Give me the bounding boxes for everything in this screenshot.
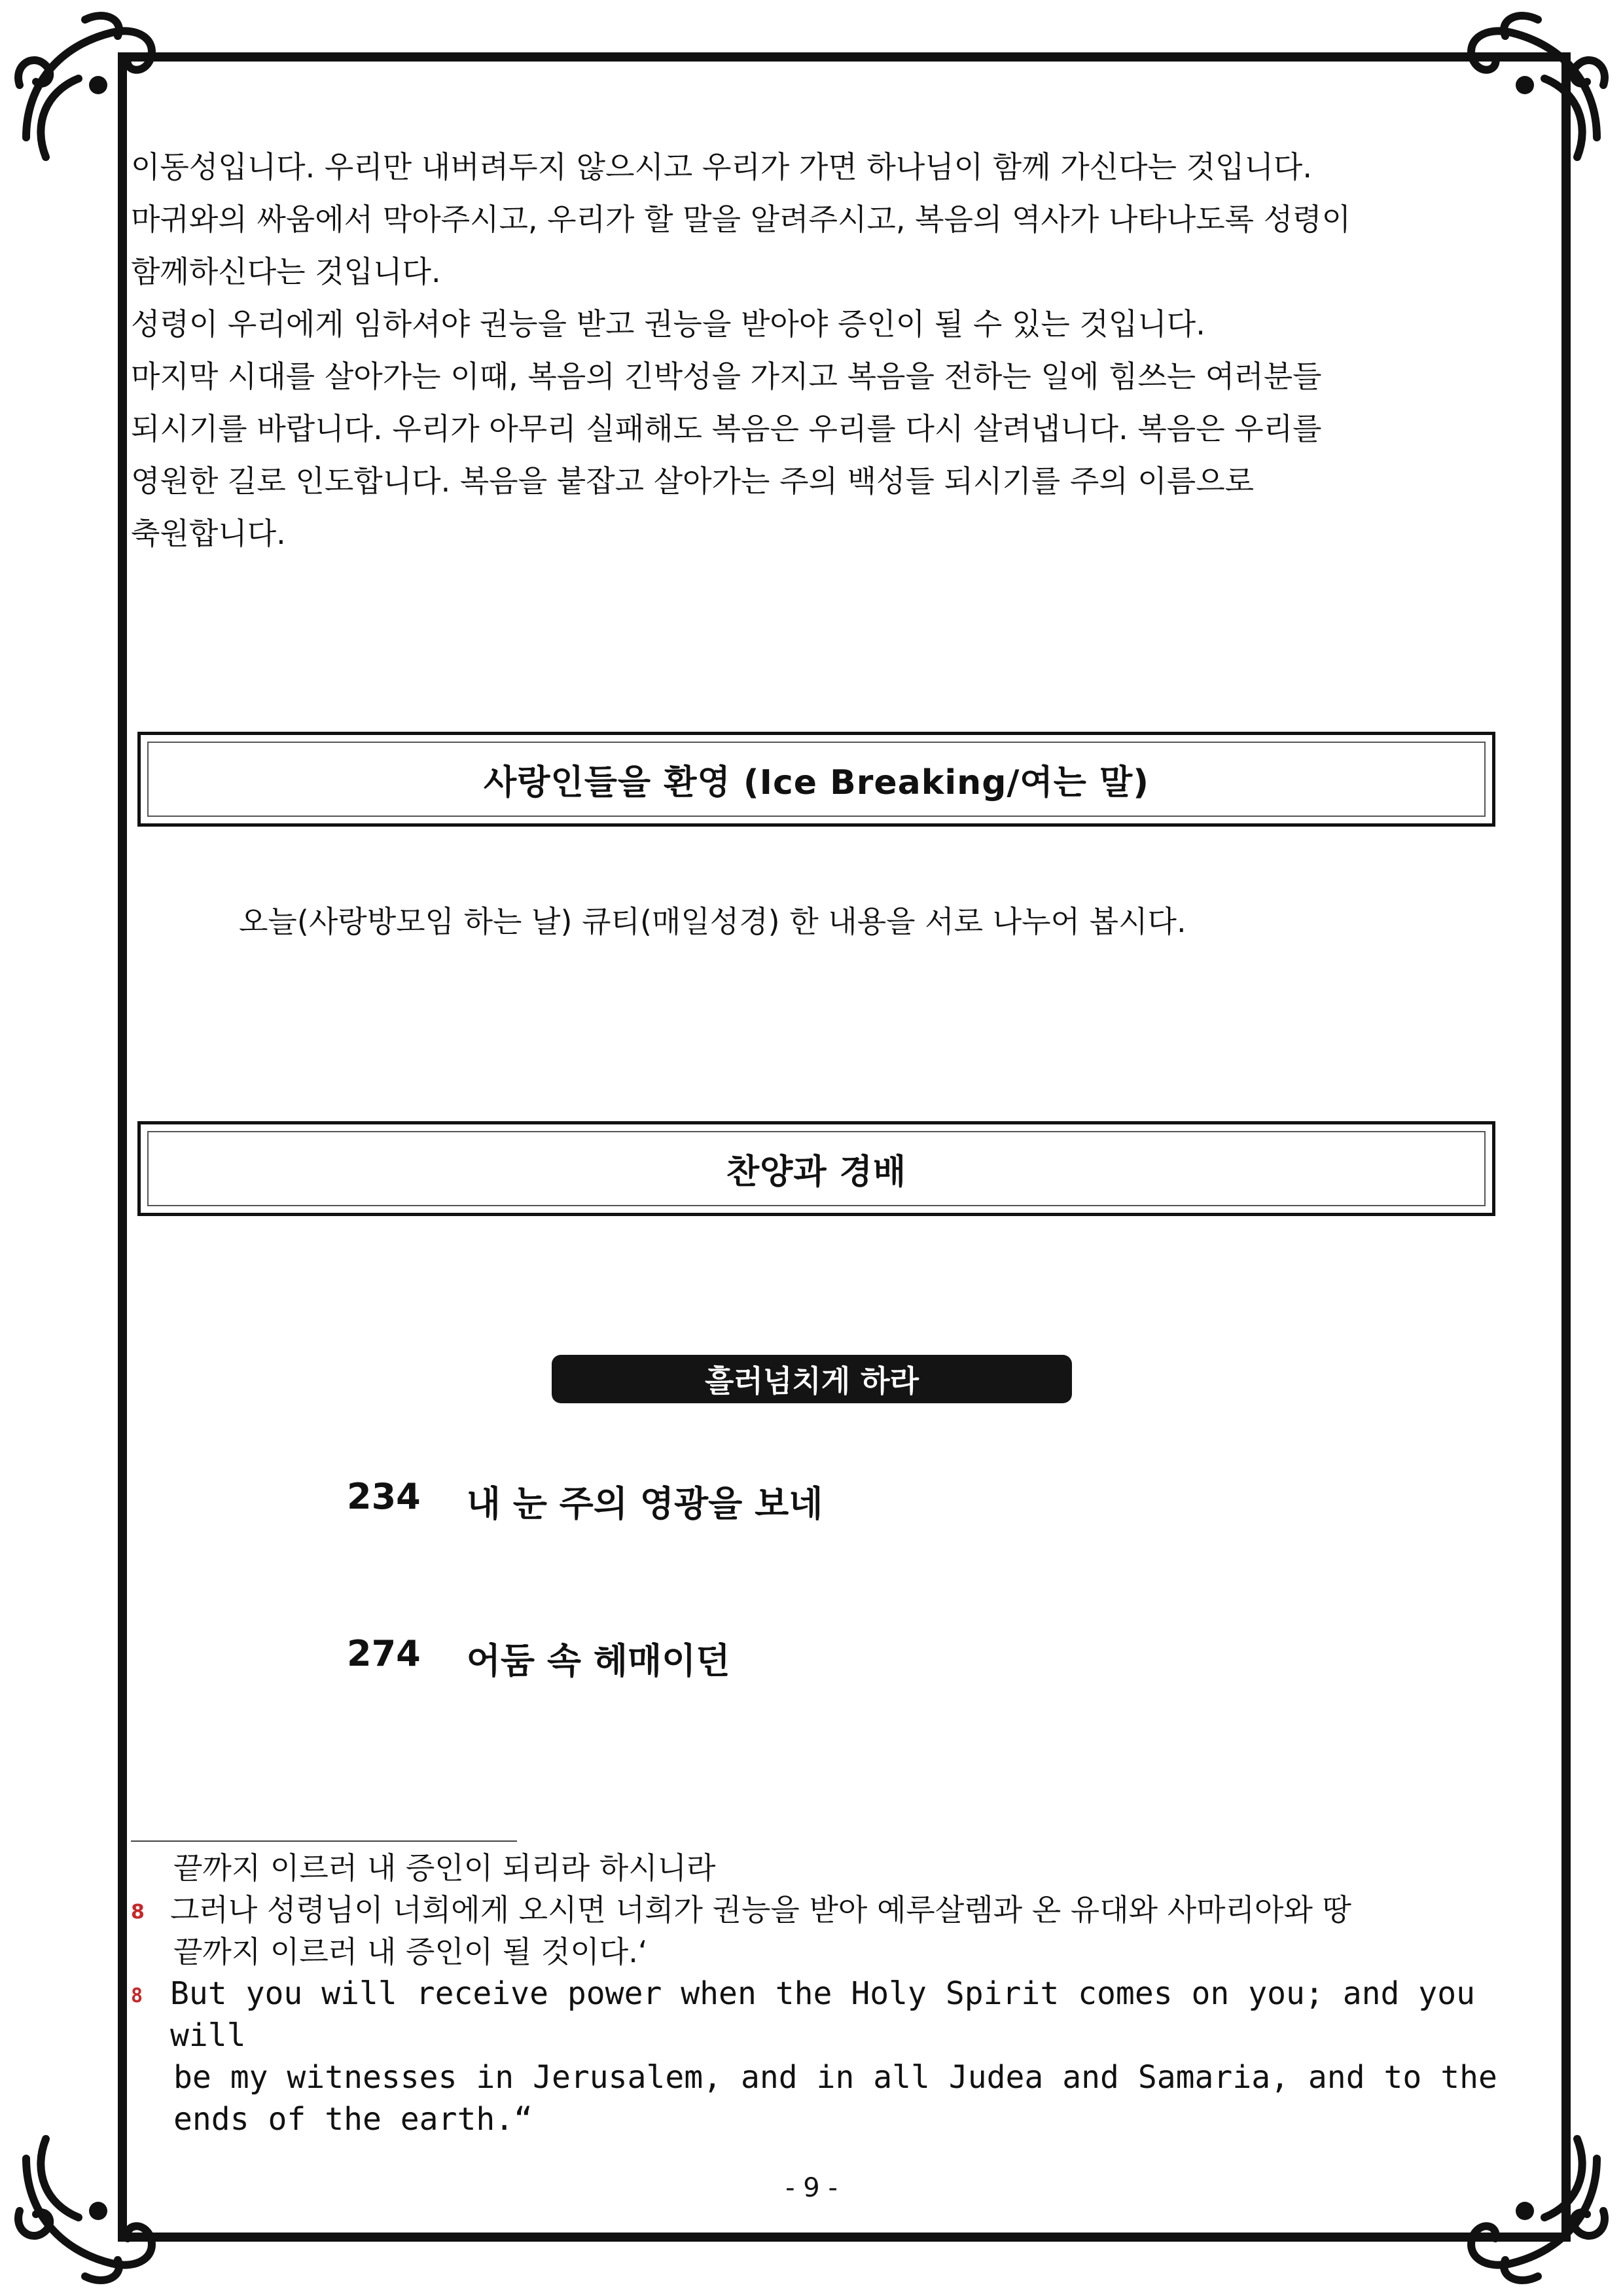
footnote-english-text: But you will receive power when the Holy Spirit comes on you; and you will bbox=[170, 1975, 1475, 2054]
footnote-korean-line2: 끝까지 이르러 내 증인이 될 것이다.‘ bbox=[173, 1934, 648, 1969]
footnote-korean bbox=[131, 1889, 1499, 1931]
icebreak-instruction: 오늘(사랑방모임 하는 날) 큐티(매일성경) 한 내용을 서로 나누어 봅시다. bbox=[239, 904, 1186, 939]
song-item bbox=[347, 1633, 730, 1683]
worship-section-title: 찬양과 경배 bbox=[147, 1131, 1486, 1206]
song-item bbox=[347, 1476, 823, 1526]
intro-line: 축원합니다. bbox=[131, 516, 286, 551]
song-title: 어둠 속 헤매이던 bbox=[466, 1640, 730, 1681]
footnotes bbox=[131, 1847, 1499, 2140]
footnote-english-line2: be my witnesses in Jerusalem, and in all Judea and Samaria, and to the bbox=[173, 2059, 1497, 2096]
footnote-korean-text: 그러나 성령님이 너희에게 오시면 너희가 권능을 받아 예루살렘과 온 유대와 사마리아와 땅 bbox=[170, 1892, 1351, 1928]
intro-line: 성령이 우리에게 임하셔야 권능을 받고 권능을 받아야 증인이 될 수 있는 것입니다. bbox=[131, 306, 1205, 342]
song-title: 내 눈 주의 영광을 보네 bbox=[466, 1483, 823, 1524]
intro-line: 함께하신다는 것입니다. bbox=[131, 254, 441, 289]
intro-line: 되시기를 바랍니다. 우리가 아무리 실패해도 복음은 우리를 다시 살려냅니다. 복음은 우리를 bbox=[131, 411, 1322, 446]
footnote-marker: 8 bbox=[131, 1984, 143, 2007]
page-number: - 9 - bbox=[785, 2173, 838, 2203]
ornament-corner-bottom-left bbox=[7, 2126, 170, 2289]
intro-line: 이동성입니다. 우리만 내버려두지 않으시고 우리가 가면 하나님이 함께 가신다는 것입니다. bbox=[131, 149, 1312, 185]
intro-line: 영원한 길로 인도합니다. 복음을 붙잡고 살아가는 주의 백성들 되시기를 주의 이름으로 bbox=[131, 463, 1255, 499]
intro-paragraph bbox=[131, 141, 1472, 560]
worship-section-header bbox=[137, 1121, 1495, 1216]
song-number: 234 bbox=[347, 1476, 421, 1517]
footnote-marker: 8 bbox=[131, 1901, 145, 1924]
intro-line: 마귀와의 싸움에서 막아주시고, 우리가 할 말을 알려주시고, 복음의 역사가 나타나도록 성령이 bbox=[131, 202, 1351, 237]
footnote-continuation: 끝까지 이르러 내 증인이 되리라 하시니라 bbox=[173, 1850, 716, 1886]
footnote-separator bbox=[131, 1840, 517, 1842]
welcome-section-title: 사랑인들을 환영 (Ice Breaking/여는 말) bbox=[147, 742, 1486, 817]
intro-line: 마지막 시대를 살아가는 이때, 복음의 긴박성을 가지고 복음을 전하는 일에 힘쓰는 여러분들 bbox=[131, 359, 1322, 394]
welcome-section-header bbox=[137, 732, 1495, 827]
footnote-english bbox=[131, 1973, 1499, 2056]
worship-theme-banner: 흘러넘치게 하라 bbox=[552, 1355, 1072, 1403]
song-number: 274 bbox=[347, 1633, 421, 1674]
footnote-english-line3: ends of the earth.“ bbox=[173, 2101, 533, 2138]
ornament-corner-top-right bbox=[1453, 7, 1616, 170]
ornament-corner-bottom-right bbox=[1453, 2126, 1616, 2289]
